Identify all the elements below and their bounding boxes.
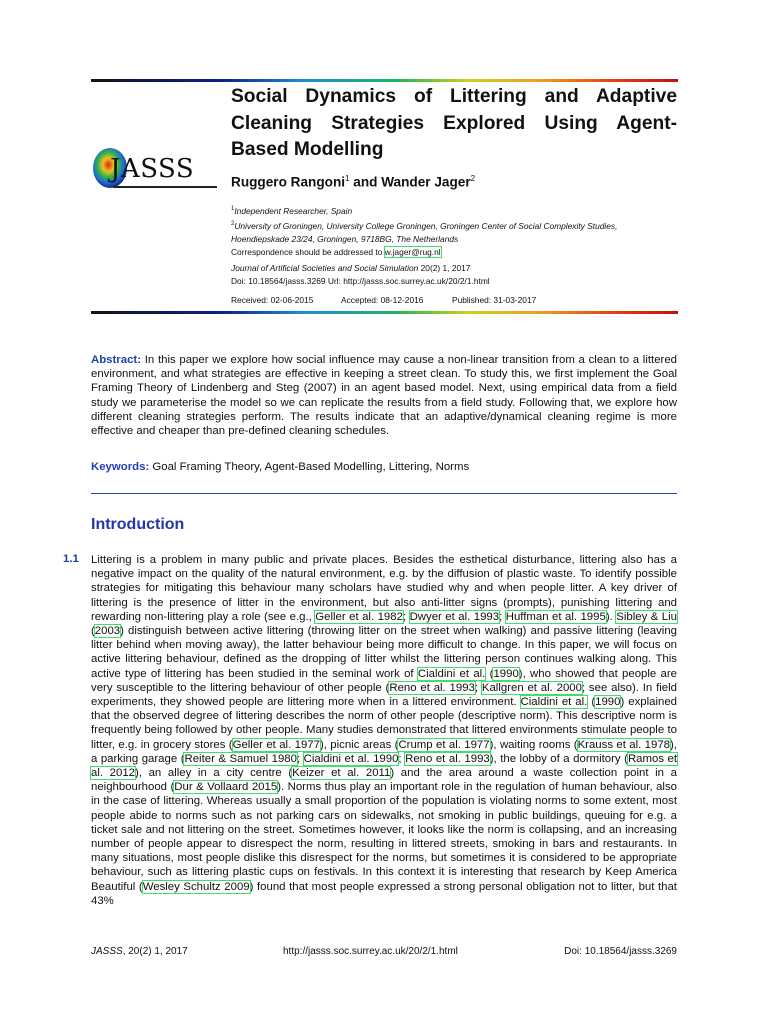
journal-name: Journal of Artificial Societies and Social Simulation xyxy=(231,263,419,273)
citation-link[interactable]: Geller et al. 1982 xyxy=(315,610,403,623)
body-text-run: ) and the area around a waste collection point in a neighbourhood ( xyxy=(91,767,677,794)
author-mark: 1 xyxy=(345,174,350,183)
body-text-run: ; xyxy=(402,610,410,623)
author-mark: 2 xyxy=(470,174,476,183)
citation-link[interactable]: Keizer et al. 2011 xyxy=(292,767,391,780)
body-text-run: ; see also). In field experiments, they showed people are littering more when in a littered environment. xyxy=(91,681,677,709)
citation-link[interactable]: Krauss et al. 1978 xyxy=(577,738,671,751)
paragraph-number: 1.1 xyxy=(63,553,79,565)
body-text-run: ; xyxy=(474,681,482,694)
citation-link[interactable]: Huffman et al. 1995 xyxy=(505,610,606,623)
citation-link[interactable]: Wesley Schultz 2009 xyxy=(142,880,250,893)
body-text-run: ), picnic areas ( xyxy=(319,738,399,751)
journal-volume: 20(2) 1, 2017 xyxy=(418,263,471,273)
citation-link[interactable]: Reiter & Samuel 1980 xyxy=(184,752,297,765)
author-name: Ruggero Rangoni xyxy=(231,174,346,190)
body-text-run: ) explained that the observed degree of littering describes the norm of other people (descriptive norm). This descriptive norm is frequently being followed by other people. Many studies demonstrated that littered environments stimulate people to litter, e.g. in grocery stores ( xyxy=(91,696,678,751)
body-text-run: ). xyxy=(605,610,617,623)
abstract-text: In this paper we explore how social influence may cause a non-linear transition from a clean to a littered environment, and what strategies are effective in keeping a street clean. To study this, we first implement the Goal Framing Theory of Lindenberg and Steg (2007) in an agent based model. Next, using empirical data from a field study we parameterise the model so we can replicate the results from a field study. Following that, we explore how different cleaning strategies perform. The results indicate that an adaptive/dynamical cleaning regime is more effective and cheaper than pre-defined cleaning schedules. xyxy=(91,354,677,438)
affiliation-mark: 2 xyxy=(231,220,235,227)
body-text-run: ), who showed that people are very susceptible to the littering behaviour of other people ( xyxy=(91,667,678,694)
citation-link[interactable]: 1990 xyxy=(493,667,519,680)
citation-link[interactable]: Cialdini et al. 1990 xyxy=(303,752,399,765)
affiliation-1 xyxy=(231,203,617,259)
body-paragraph xyxy=(91,553,677,908)
body-text-run: ; xyxy=(499,610,506,623)
affiliation-text: Independent Researcher, Spain xyxy=(234,205,353,216)
affiliation-text: University of Groningen, University College Groningen, Groningen Center of Social Complexity Studies, xyxy=(234,220,618,231)
author-line xyxy=(231,174,475,190)
citation-link[interactable]: 2003 xyxy=(94,625,121,638)
body-text-run: ), waiting rooms ( xyxy=(489,738,578,751)
body-text-run: ), an alley in a city centre ( xyxy=(135,767,293,780)
received-date: Received: 02-06-2015 xyxy=(231,295,314,305)
body-text-run: ) distinguish between active littering (throwing litter on the street when walking) and passive littering (leaving litter behind when moving away), the latter behaviour being more difficult to change. In this paper, we will focus on active littering behaviour, defined as the dropping of litter whilst the littering person continues walking along. This active type of littering has been studied in the seminal work of xyxy=(91,625,677,680)
body-text-run: ), a parking garage ( xyxy=(91,738,677,765)
footer-doi: Doi: 10.18564/jasss.3269 xyxy=(564,946,677,957)
section-heading: Introduction xyxy=(91,516,185,533)
citation-link[interactable]: Crump et al. 1977 xyxy=(398,738,490,751)
footer-url[interactable]: http://jasss.soc.surrey.ac.uk/20/2/1.html xyxy=(283,946,458,957)
citation-link[interactable]: Reno et al. 1993 xyxy=(389,681,475,694)
journal-info xyxy=(231,262,490,288)
body-text-run: ), the lobby of a dormitory ( xyxy=(489,752,628,765)
body-text-run: ) found that most people expressed a strong personal obligation not to litter, but that 43% xyxy=(91,880,677,907)
citation-link[interactable]: Reno et al. 1993 xyxy=(405,752,490,765)
jasss-logo xyxy=(91,144,219,194)
body-text-run: Littering is a problem in many public and private places. Besides the esthetical disturbance, littering also has a negative impact on the quality of the natural environment, e.g. by the diffusion of plastic waste. To identify possible strategies for mitigating this behaviour many scholars have studied why and when people litter. A key driver of littering is the presence of litter in the environment, but also anti-litter signs (prompts), punishing littering and rewarding non-littering play a role (see e.g., xyxy=(91,554,677,623)
body-text-run: ( xyxy=(91,625,95,638)
citation-link[interactable]: Geller et al. 1977 xyxy=(232,738,320,751)
footer-journal-volume: , 20(2) 1, 2017 xyxy=(122,946,188,957)
author-joiner: and xyxy=(349,174,382,190)
keywords-label: Keywords: xyxy=(91,461,150,473)
keywords-divider xyxy=(91,493,677,494)
citation-link[interactable]: Cialdini et al. xyxy=(520,696,588,709)
keywords xyxy=(91,461,469,473)
logo-underline xyxy=(113,186,217,188)
dates-line xyxy=(231,294,536,307)
footer-journal xyxy=(91,946,188,957)
citation-link[interactable]: Cialdini et al. xyxy=(417,667,486,680)
affiliation-mark: 1 xyxy=(231,206,235,212)
abstract-label: Abstract: xyxy=(91,354,142,366)
body-text-run: ; xyxy=(296,752,304,765)
citation-link[interactable]: 1990 xyxy=(595,696,621,709)
keywords-text: Goal Framing Theory, Agent-Based Modelling, Littering, Norms xyxy=(149,461,470,473)
citation-link[interactable]: Sibley & Liu xyxy=(616,610,677,623)
correspondence-label: Correspondence should be addressed to xyxy=(231,246,385,257)
affiliation-text: Hoendiepskade 23/24, Groningen, 9718BG, The Netherlands xyxy=(231,233,459,244)
logo-text: JASSS xyxy=(110,154,195,184)
bottom-rule xyxy=(91,311,678,314)
paper-title: Social Dynamics of Littering and Adaptive Cleaning Strategies Explored Using Agent-Based Modelling xyxy=(231,86,677,160)
published-date: Published: 31-03-2017 xyxy=(452,295,537,305)
accepted-date: Accepted: 08-12-2016 xyxy=(341,295,424,305)
body-text-run: ( xyxy=(485,667,494,680)
citation-link[interactable]: Dwyer et al. 1993 xyxy=(409,610,500,623)
author-name: Wander Jager xyxy=(381,174,471,190)
top-rule xyxy=(91,79,678,82)
correspondence-email-link[interactable]: w.jager@rug.nl xyxy=(384,246,441,257)
citation-link[interactable]: Dur & Vollaard 2015 xyxy=(174,781,278,794)
citation-link[interactable]: Ramos et al. 2012 xyxy=(91,752,678,780)
abstract xyxy=(91,353,677,438)
body-text-run: ( xyxy=(587,696,596,709)
body-text-run: ; xyxy=(398,752,406,765)
citation-link[interactable]: Kallgren et al. 2000 xyxy=(481,681,582,694)
body-text-run: ). Norms thus play an important role in the regulation of human behaviour, also in the case of littering. Whereas usually a small proportion of the population is violating norms to some extent, most people abide to norms such as not parking cars on sidewalks, not smoking in public buildings, queuing for e.g. a ticket sale and not littering on the street. Sometimes however, it looks like the norm is collapsing, and an increasing number of people appear to disrespect the norm, resulting in littered streets, smoking in bars and restaurants. In many situations, most people dislike this disrespect for the norms, but sometimes it is considered to be appropriate behaviour, such as littering plastic cups on festivals. In this context it is interesting that research by Keep America Beautiful ( xyxy=(91,781,677,893)
footer-journal-name: JASSS xyxy=(91,946,123,957)
doi-url-line: Doi: 10.18564/jasss.3269 Url: http://jasss.soc.surrey.ac.uk/20/2/1.html xyxy=(231,276,490,286)
